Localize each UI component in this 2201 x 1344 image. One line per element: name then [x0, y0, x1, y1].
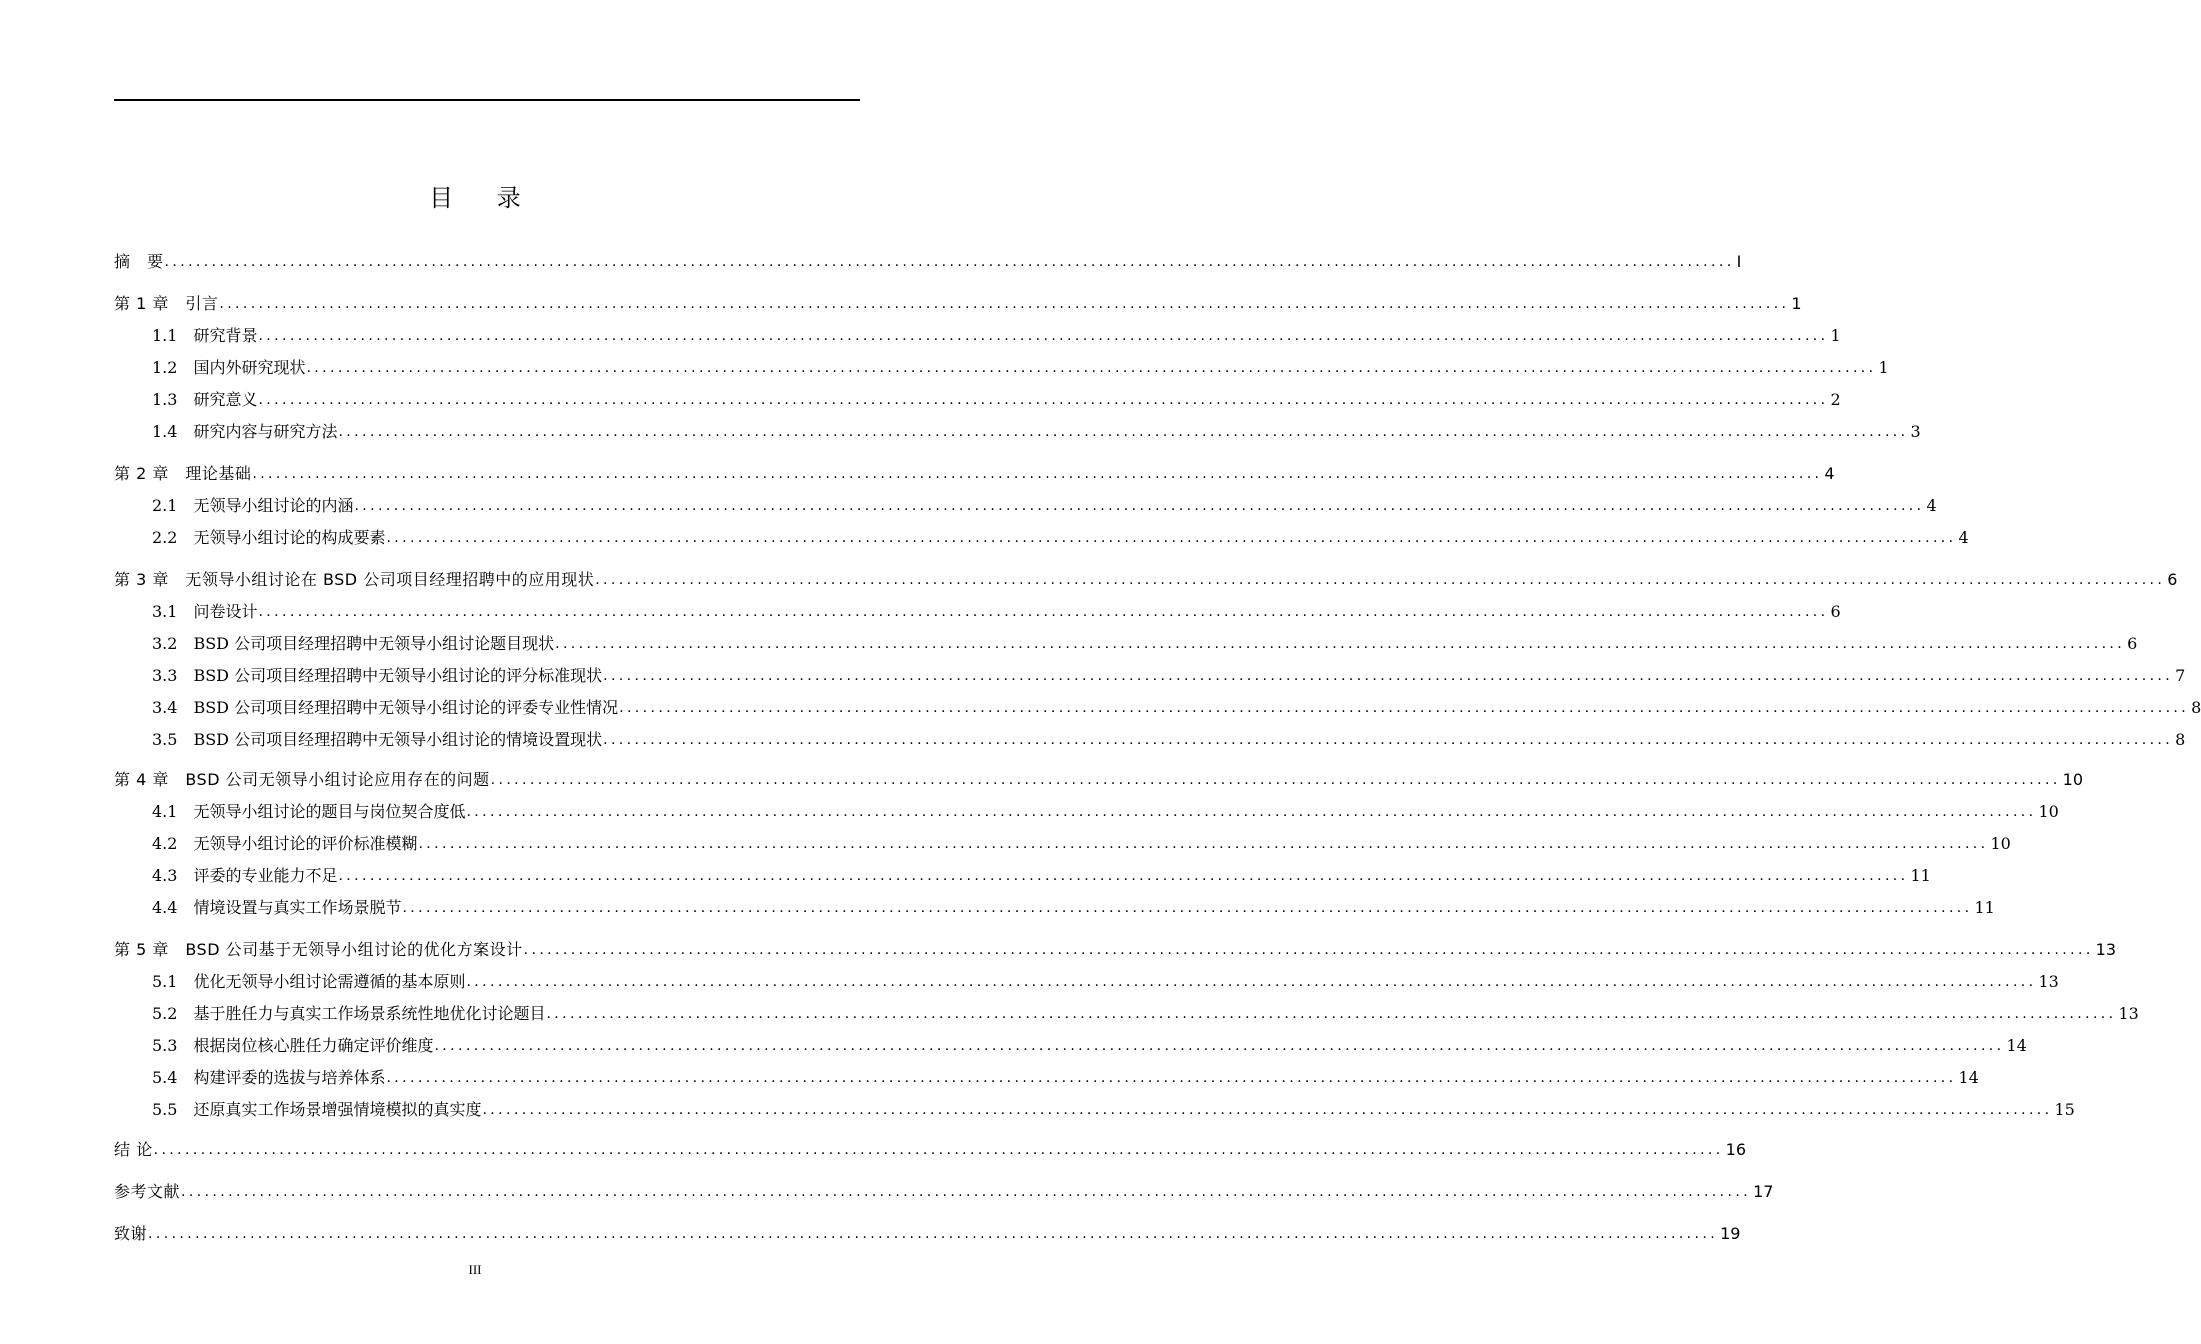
toc-section-entry[interactable]: [152, 352, 1889, 378]
toc-dot-leader: ........................................................................................................................................................................................................: [258, 392, 1829, 408]
toc-dot-leader: ........................................................................................................................................................................................................: [418, 836, 1989, 852]
toc-entry-label: 5.5 还原真实工作场景增强情境模拟的真实度: [152, 1100, 482, 1119]
toc-entry-label: 结 论: [114, 1140, 153, 1159]
toc-chapter-entry[interactable]: [114, 1218, 1741, 1244]
toc-entry-label: 第 1 章 引言: [114, 294, 219, 313]
toc-entry-label: 4.3 评委的专业能力不足: [152, 866, 338, 885]
toc-section-entry[interactable]: [152, 860, 1931, 886]
toc-dot-leader: ........................................................................................................................................................................................................: [153, 1142, 1724, 1158]
toc-section-entry[interactable]: [152, 828, 2011, 854]
toc-entry-label: 1.3 研究意义: [152, 390, 258, 409]
toc-entry-label: 第 2 章 理论基础: [114, 464, 252, 483]
toc-dot-leader: ........................................................................................................................................................................................................: [338, 868, 1909, 884]
toc-dot-leader: ........................................................................................................................................................................................................: [595, 572, 2166, 588]
toc-entry-page: 8: [2191, 698, 2201, 717]
toc-chapter-entry[interactable]: [114, 246, 1742, 272]
toc-dot-leader: ........................................................................................................................................................................................................: [258, 604, 1829, 620]
toc-dot-leader: ........................................................................................................................................................................................................: [252, 466, 1823, 482]
toc-entry-page: 6: [1830, 602, 1841, 621]
toc-entry-label: 第 3 章 无领导小组讨论在 BSD 公司项目经理招聘中的应用现状: [114, 570, 595, 589]
toc-dot-leader: ........................................................................................................................................................................................................: [466, 974, 2037, 990]
toc-entry-label: 2.2 无领导小组讨论的构成要素: [152, 528, 386, 547]
toc-dot-leader: ........................................................................................................................................................................................................: [603, 668, 2174, 684]
toc-section-entry[interactable]: [152, 320, 1841, 346]
toc-dot-leader: ........................................................................................................................................................................................................: [490, 772, 2061, 788]
toc-section-entry[interactable]: [152, 628, 2138, 654]
toc-entry-label: 4.2 无领导小组讨论的评价标准模糊: [152, 834, 418, 853]
toc-entry-page: 11: [1974, 898, 1995, 917]
toc-entry-page: 4: [1824, 464, 1835, 483]
toc-section-entry[interactable]: [152, 490, 1937, 516]
toc-entry-page: 7: [2175, 666, 2186, 685]
toc-entry-label: 5.1 优化无领导小组讨论需遵循的基本原则: [152, 972, 466, 991]
toc-dot-leader: ........................................................................................................................................................................................................: [386, 1070, 1957, 1086]
toc-entry-label: 参考文献: [114, 1182, 181, 1201]
toc-section-entry[interactable]: [152, 998, 2139, 1024]
toc-dot-leader: ........................................................................................................................................................................................................: [523, 942, 2094, 958]
toc-dot-leader: ........................................................................................................................................................................................................: [603, 732, 2174, 748]
toc-entry-label: 1.4 研究内容与研究方法: [152, 422, 338, 441]
toc-entry-label: 3.1 问卷设计: [152, 602, 258, 621]
toc-entry-label: 1.2 国内外研究现状: [152, 358, 306, 377]
toc-entry-page: 13: [2038, 972, 2059, 991]
toc-entry-page: 8: [2175, 730, 2186, 749]
toc-entry-label: 5.4 构建评委的选拔与培养体系: [152, 1068, 386, 1087]
toc-entry-page: 15: [2054, 1100, 2075, 1119]
toc-entry-page: 10: [2038, 802, 2059, 821]
toc-entry-page: 3: [1910, 422, 1921, 441]
toc-entry-label: 5.3 根据岗位核心胜任力确定评价维度: [152, 1036, 434, 1055]
toc-section-entry[interactable]: [152, 1030, 2027, 1056]
toc-section-entry[interactable]: [152, 796, 2059, 822]
toc-entry-page: 2: [1830, 390, 1841, 409]
toc-entry-label: 1.1 研究背景: [152, 326, 258, 345]
toc-dot-leader: ........................................................................................................................................................................................................: [338, 424, 1909, 440]
toc-entry-label: 4.4 情境设置与真实工作场景脱节: [152, 898, 402, 917]
toc-dot-leader: ........................................................................................................................................................................................................: [555, 636, 2126, 652]
toc-dot-leader: ........................................................................................................................................................................................................: [181, 1184, 1752, 1200]
toc-entry-page: 16: [1725, 1140, 1746, 1159]
toc-chapter-entry[interactable]: [114, 1176, 1774, 1202]
toc-section-entry[interactable]: [152, 1094, 2075, 1120]
toc-dot-leader: ........................................................................................................................................................................................................: [619, 700, 2190, 716]
toc-section-entry[interactable]: [152, 522, 1969, 548]
toc-section-entry[interactable]: [152, 660, 2186, 686]
toc-chapter-entry[interactable]: [114, 934, 2117, 960]
toc-chapter-entry[interactable]: [114, 1134, 1746, 1160]
toc-entry-label: 第 5 章 BSD 公司基于无领导小组讨论的优化方案设计: [114, 940, 523, 959]
toc-chapter-entry[interactable]: [114, 764, 2084, 790]
toc-entry-page: 14: [1958, 1068, 1979, 1087]
toc-entry-page: 1: [1830, 326, 1841, 345]
toc-entry-label: 2.1 无领导小组讨论的内涵: [152, 496, 354, 515]
page-number: III: [468, 1262, 482, 1277]
toc-entry-page: 19: [1720, 1224, 1741, 1243]
toc-entry-page: 13: [2118, 1004, 2139, 1023]
toc-dot-leader: ........................................................................................................................................................................................................: [354, 498, 1925, 514]
toc-chapter-entry[interactable]: [114, 458, 1835, 484]
toc-entry-label: 第 4 章 BSD 公司无领导小组讨论应用存在的问题: [114, 770, 490, 789]
toc-dot-leader: ........................................................................................................................................................................................................: [402, 900, 1973, 916]
toc-section-entry[interactable]: [152, 966, 2059, 992]
toc-dot-leader: ........................................................................................................................................................................................................: [466, 804, 2037, 820]
toc-entry-label: 3.3 BSD 公司项目经理招聘中无领导小组讨论的评分标准现状: [152, 666, 603, 685]
toc-section-entry[interactable]: [152, 384, 1841, 410]
toc-dot-leader: ........................................................................................................................................................................................................: [482, 1102, 2053, 1118]
toc-entry-page: 10: [1990, 834, 2011, 853]
toc-section-entry[interactable]: [152, 596, 1841, 622]
header-rule: [114, 99, 860, 101]
toc-dot-leader: ........................................................................................................................................................................................................: [148, 1226, 1719, 1242]
toc-entry-label: 5.2 基于胜任力与真实工作场景系统性地优化讨论题目: [152, 1004, 546, 1023]
toc-entry-page: 4: [1926, 496, 1937, 515]
toc-chapter-entry[interactable]: [114, 288, 1802, 314]
toc-dot-leader: ........................................................................................................................................................................................................: [434, 1038, 2005, 1054]
toc-section-entry[interactable]: [152, 692, 2201, 718]
toc-entry-label: 致谢: [114, 1224, 148, 1243]
toc-section-entry[interactable]: [152, 416, 1921, 442]
toc-dot-leader: ........................................................................................................................................................................................................: [164, 254, 1735, 270]
toc-entry-page: I: [1736, 252, 1742, 271]
toc-entry-page: 6: [2167, 570, 2178, 589]
toc-entry-label: 3.4 BSD 公司项目经理招聘中无领导小组讨论的评委专业性情况: [152, 698, 619, 717]
toc-dot-leader: ........................................................................................................................................................................................................: [546, 1006, 2117, 1022]
toc-entry-page: 14: [2006, 1036, 2027, 1055]
toc-entry-page: 17: [1753, 1182, 1774, 1201]
toc-section-entry[interactable]: [152, 724, 2186, 750]
toc-entry-page: 10: [2062, 770, 2084, 789]
toc-entry-page: 13: [2095, 940, 2117, 959]
toc-entry-page: 1: [1878, 358, 1889, 377]
toc-entry-page: 11: [1910, 866, 1931, 885]
toc-entry-label: 4.1 无领导小组讨论的题目与岗位契合度低: [152, 802, 466, 821]
toc-dot-leader: ........................................................................................................................................................................................................: [386, 530, 1957, 546]
toc-dot-leader: ........................................................................................................................................................................................................: [219, 296, 1790, 312]
toc-dot-leader: ........................................................................................................................................................................................................: [258, 328, 1829, 344]
toc-dot-leader: ........................................................................................................................................................................................................: [306, 360, 1877, 376]
toc-entry-label: 3.2 BSD 公司项目经理招聘中无领导小组讨论题目现状: [152, 634, 555, 653]
toc-entry-page: 6: [2127, 634, 2138, 653]
toc-entry-page: 4: [1958, 528, 1969, 547]
toc-chapter-entry[interactable]: [114, 564, 2178, 590]
toc-entry-page: 1: [1791, 294, 1802, 313]
toc-title: 目 录: [429, 184, 539, 212]
toc-section-entry[interactable]: [152, 892, 1995, 918]
toc-entry-label: 摘 要: [114, 252, 164, 271]
toc-section-entry[interactable]: [152, 1062, 1979, 1088]
toc-entry-label: 3.5 BSD 公司项目经理招聘中无领导小组讨论的情境设置现状: [152, 730, 603, 749]
